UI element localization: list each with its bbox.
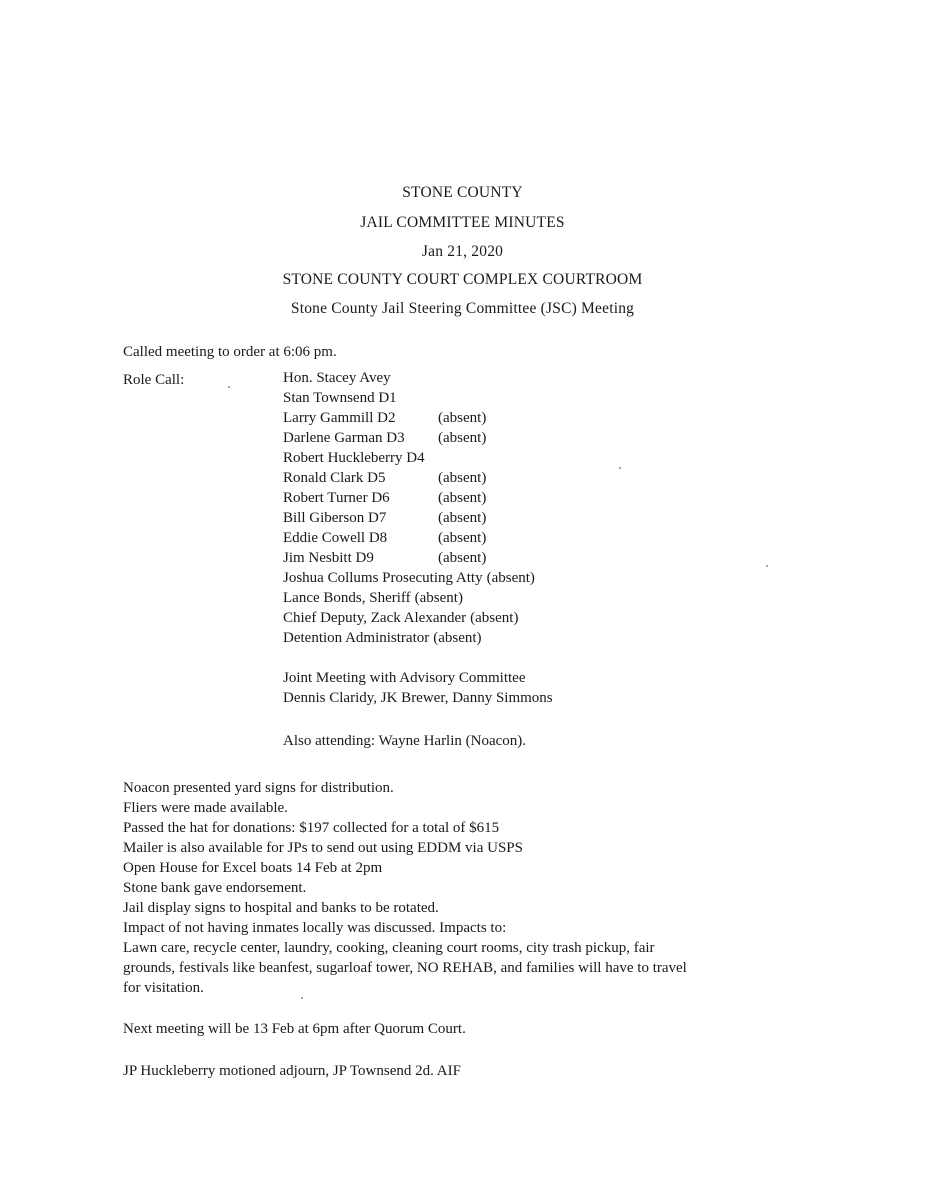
note-line: Lawn care, recycle center, laundry, cooking, cleaning court rooms, city trash pickup, fair xyxy=(123,940,655,956)
meeting-name: Stone County Jail Steering Committee (JSC) Meeting xyxy=(290,300,635,317)
note-line: Open House for Excel boats 14 Feb at 2pm xyxy=(123,860,383,876)
roll-call-member xyxy=(283,548,535,568)
roll-call-member xyxy=(283,528,535,548)
attendance-status: (absent) xyxy=(433,630,482,646)
attendance-status: (absent) xyxy=(438,490,487,506)
roll-call-member xyxy=(283,408,535,428)
member-name: Ronald Clark D5 xyxy=(283,470,386,486)
roll-call-member xyxy=(283,468,535,488)
joint-meeting-note: Joint Meeting with Advisory Committee xyxy=(283,670,526,686)
member-name: Joshua Collums Prosecuting Atty xyxy=(283,570,483,586)
note-line: for visitation. xyxy=(123,980,204,996)
attendance-status: (absent) xyxy=(470,610,519,626)
member-name: Robert Turner D6 xyxy=(283,490,390,506)
roll-call-label: Role Call: xyxy=(123,372,185,388)
roll-call-member xyxy=(283,608,535,628)
member-name: Jim Nesbitt D9 xyxy=(283,550,374,566)
member-name: Hon. Stacey Avey xyxy=(283,370,391,386)
member-name: Eddie Cowell D8 xyxy=(283,530,388,546)
advisory-members: Dennis Claridy, JK Brewer, Danny Simmons xyxy=(283,690,553,706)
next-meeting: Next meeting will be 13 Feb at 6pm after Quorum Court. xyxy=(123,1021,466,1037)
roll-call-member xyxy=(283,488,535,508)
call-to-order: Called meeting to order at 6:06 pm. xyxy=(123,344,337,360)
also-attending: Also attending: Wayne Harlin (Noacon). xyxy=(283,733,527,749)
meeting-notes xyxy=(123,778,687,998)
document-title: JAIL COMMITTEE MINUTES xyxy=(360,214,565,231)
meeting-date: Jan 21, 2020 xyxy=(421,243,504,260)
attendance-status: (absent) xyxy=(438,550,487,566)
attendance-status: (absent) xyxy=(414,590,463,606)
member-name: Robert Huckleberry D4 xyxy=(283,450,425,466)
note-line: Fliers were made available. xyxy=(123,800,288,816)
roll-call-list xyxy=(283,368,535,648)
meeting-location: STONE COUNTY COURT COMPLEX COURTROOM xyxy=(282,271,643,288)
member-name: Lance Bonds, Sheriff xyxy=(283,590,411,606)
roll-call-member xyxy=(283,428,535,448)
attendance-status: (absent) xyxy=(438,430,487,446)
note-line: Noacon presented yard signs for distribution. xyxy=(123,780,394,796)
roll-call-member xyxy=(283,588,535,608)
member-name: Larry Gammill D2 xyxy=(283,410,396,426)
attendance-status: (absent) xyxy=(438,530,487,546)
scan-speck xyxy=(619,467,621,469)
attendance-status: (absent) xyxy=(438,510,487,526)
roll-call-member xyxy=(283,628,535,648)
adjourn-motion: JP Huckleberry motioned adjourn, JP Townsend 2d. AIF xyxy=(123,1063,461,1079)
note-line: Mailer is also available for JPs to send out using EDDM via USPS xyxy=(123,840,523,856)
member-name: Darlene Garman D3 xyxy=(283,430,405,446)
note-line: Jail display signs to hospital and banks to be rotated. xyxy=(123,900,439,916)
member-name: Detention Administrator xyxy=(283,630,430,646)
roll-call-member xyxy=(283,568,535,588)
roll-call-member xyxy=(283,508,535,528)
scan-speck xyxy=(228,386,230,388)
attendance-status: (absent) xyxy=(438,470,487,486)
attendance-status: (absent) xyxy=(486,570,535,586)
attendance-status: (absent) xyxy=(438,410,487,426)
member-name: Bill Giberson D7 xyxy=(283,510,387,526)
roll-call-member xyxy=(283,448,535,468)
roll-call-member xyxy=(283,368,535,388)
county-heading: STONE COUNTY xyxy=(402,184,523,201)
note-line: Stone bank gave endorsement. xyxy=(123,880,307,896)
note-line: Passed the hat for donations: $197 collected for a total of $615 xyxy=(123,820,500,836)
scan-speck xyxy=(301,997,303,999)
note-line: Impact of not having inmates locally was discussed. Impacts to: xyxy=(123,920,507,936)
roll-call-member xyxy=(283,388,535,408)
scan-speck xyxy=(766,565,768,567)
note-line: grounds, festivals like beanfest, sugarloaf tower, NO REHAB, and families will have to travel xyxy=(123,960,687,976)
member-name: Chief Deputy, Zack Alexander xyxy=(283,610,467,626)
member-name: Stan Townsend D1 xyxy=(283,390,397,406)
